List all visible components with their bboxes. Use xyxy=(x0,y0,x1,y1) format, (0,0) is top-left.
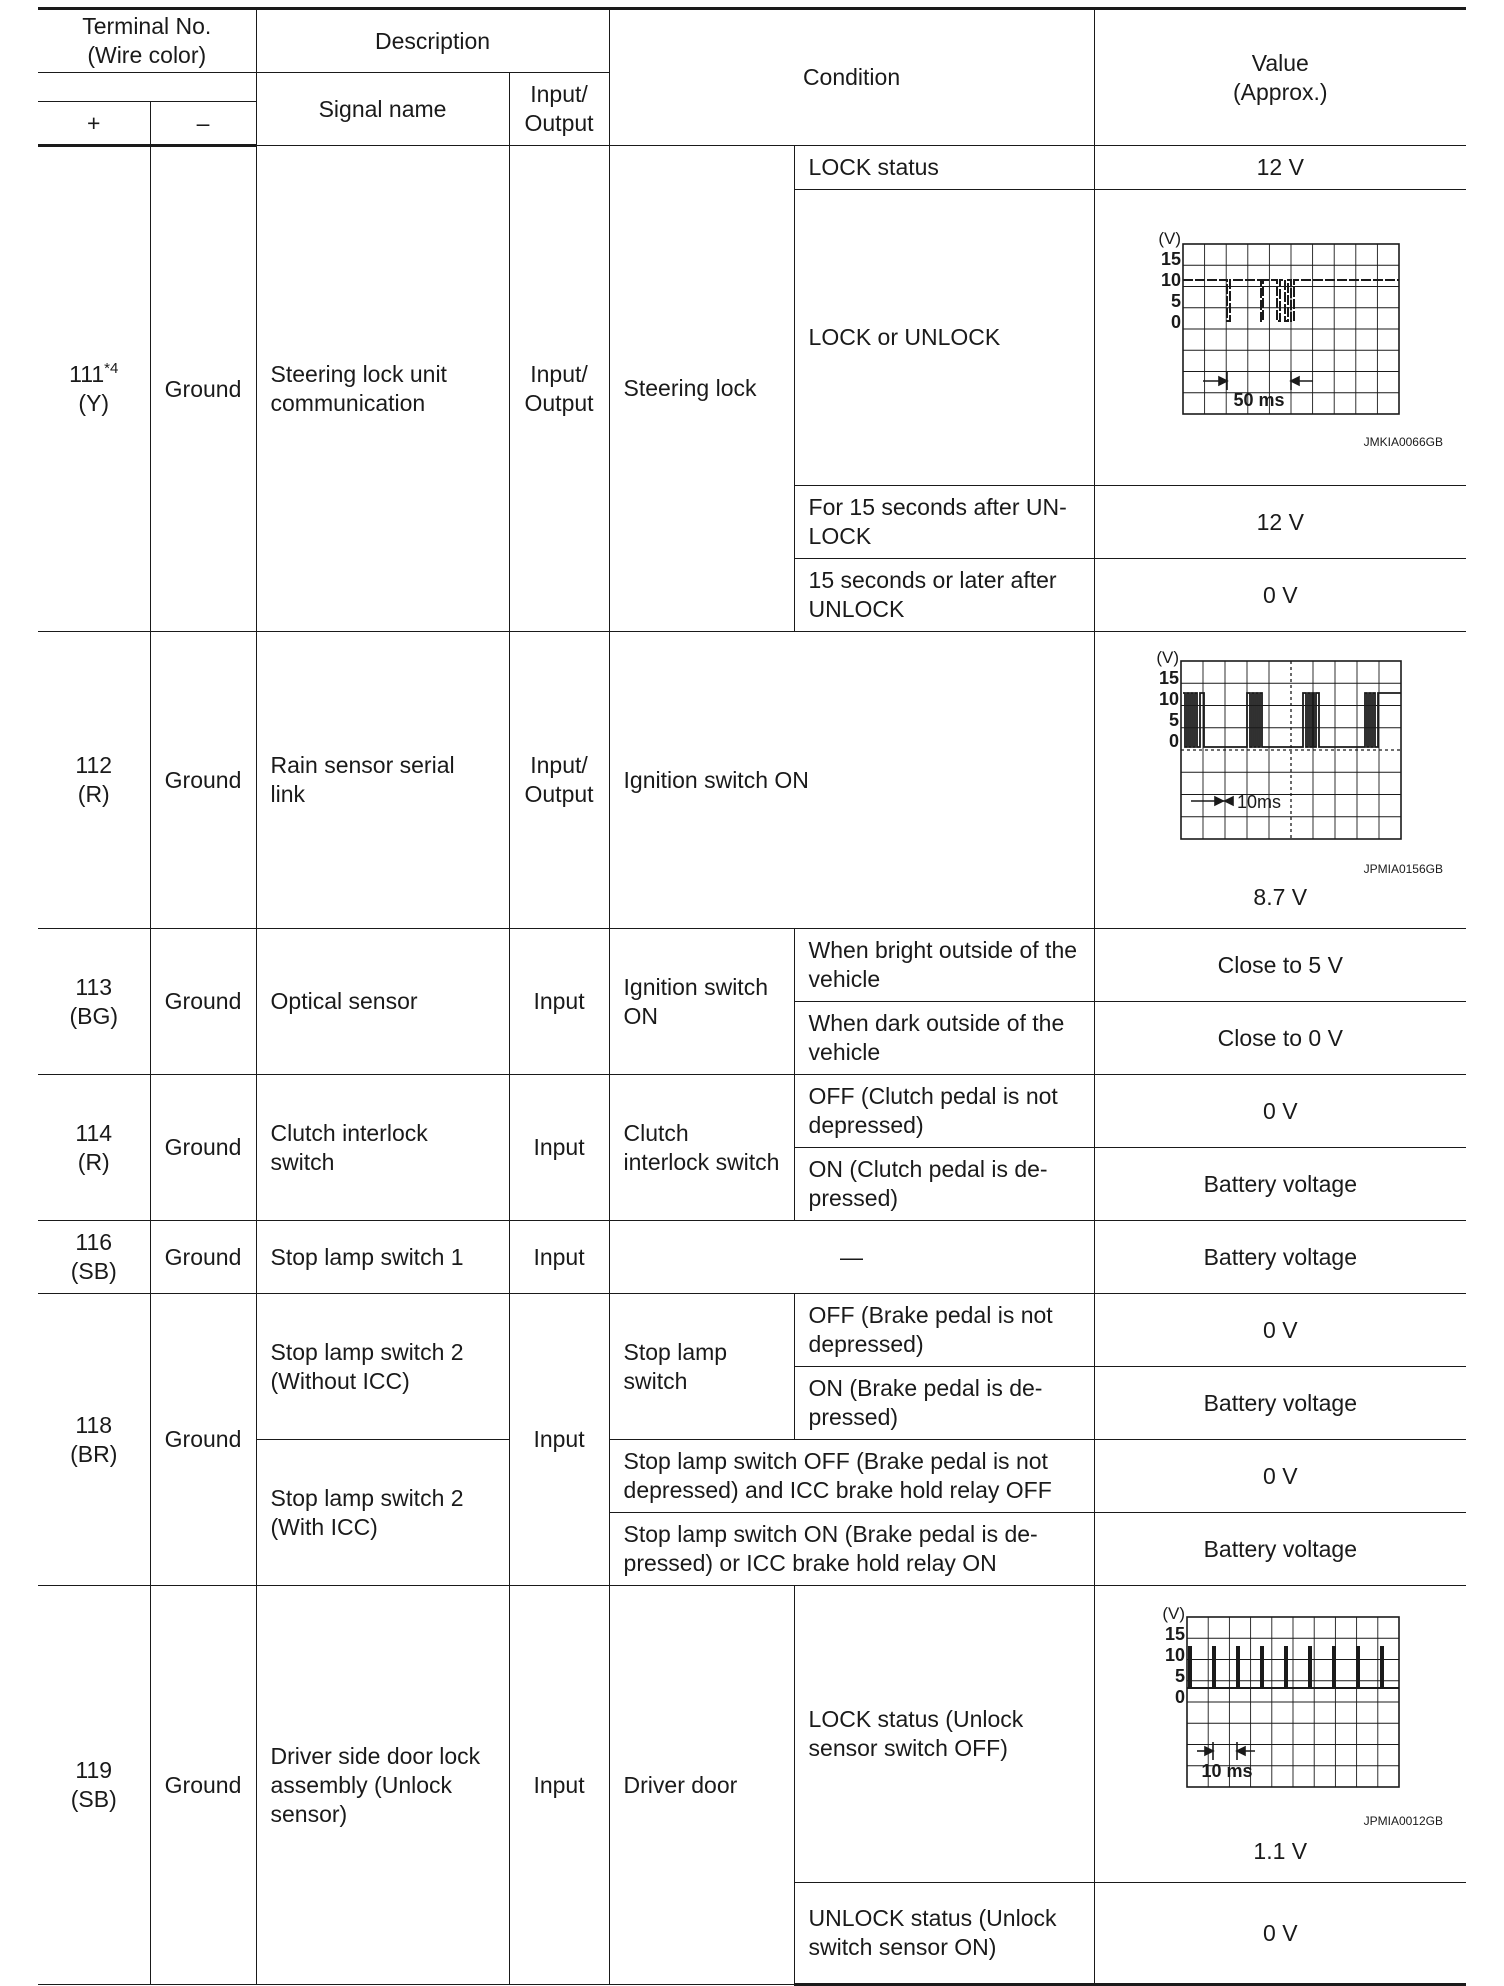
timebase-label: 10 ms xyxy=(1201,1760,1253,1781)
signal-name: Stop lamp switch 2 (Without ICC) xyxy=(256,1294,509,1440)
image-id-label: JPMIA0156GB xyxy=(1363,861,1444,876)
image-id-label: JMKIA0066GB xyxy=(1363,434,1444,449)
waveform-unlock-sensor xyxy=(1107,1605,1453,1835)
tick-label: 15 xyxy=(1159,667,1180,688)
axis-unit-label: (V) xyxy=(1158,228,1182,248)
terminal-number: 111 xyxy=(69,361,105,387)
timebase-label: 10ms xyxy=(1237,791,1282,812)
signal-name: Stop lamp switch 1 xyxy=(256,1221,509,1294)
axis-unit-label: (V) xyxy=(1162,1604,1186,1623)
condition: Stop lamp switch ON (Brake pedal is de-pressed) or ICC brake hold relay ON xyxy=(609,1513,1094,1586)
header-description: Description xyxy=(256,9,609,73)
signal-name: Rain sensor serial link xyxy=(256,632,509,929)
sub-condition: LOCK status (Unlock sensor switch OFF) xyxy=(794,1586,1094,1883)
timebase-arrows xyxy=(1191,797,1233,805)
sub-condition: OFF (Brake pedal is not depressed) xyxy=(794,1294,1094,1367)
waveform-rain-sensor xyxy=(1107,651,1453,881)
waveform-lock-unlock xyxy=(1107,214,1453,464)
tick-label: 10 xyxy=(1165,1644,1186,1665)
terminal-116 xyxy=(38,1221,150,1294)
header-terminal-no xyxy=(38,9,256,73)
sub-condition: LOCK or UNLOCK xyxy=(794,190,1094,486)
wire-color: (BR) xyxy=(70,1440,118,1467)
condition: Stop lamp switch OFF (Brake pedal is not depressed) and ICC brake hold relay OFF xyxy=(609,1440,1094,1513)
terminal-spec-table xyxy=(38,7,1466,1986)
ground: Ground xyxy=(150,146,256,632)
signal-name: Steering lock unit communication xyxy=(256,146,509,632)
tick-label: 15 xyxy=(1165,1623,1186,1644)
header-condition: Condition xyxy=(609,9,1094,146)
wire-color: (R) xyxy=(77,781,110,807)
axis-unit-label: (V) xyxy=(1156,650,1180,667)
terminal-111 xyxy=(38,146,150,632)
condition: Ignition switch ON xyxy=(609,632,1094,929)
ground: Ground xyxy=(150,1586,256,1985)
value: Close to 5 V xyxy=(1094,929,1466,1002)
tick-label: 5 xyxy=(1175,1665,1186,1686)
input-output: Input/ Output xyxy=(509,632,609,929)
tick-label: 5 xyxy=(1169,709,1180,730)
ground: Ground xyxy=(150,1075,256,1221)
sub-condition: 15 seconds or later after UNLOCK xyxy=(794,559,1094,632)
footnote-marker: *4 xyxy=(104,360,119,377)
sub-condition: LOCK status xyxy=(794,146,1094,190)
sub-condition: For 15 seconds after UN-LOCK xyxy=(794,486,1094,559)
timebase-label: 50 ms xyxy=(1233,389,1285,410)
tick-label: 0 xyxy=(1175,1686,1186,1707)
condition: Driver door xyxy=(609,1586,794,1985)
input-output: Input xyxy=(509,1586,609,1985)
sub-condition: UNLOCK status (Unlock switch sensor ON) xyxy=(794,1883,1094,1985)
ground: Ground xyxy=(150,632,256,929)
header-terminal-no-label: Terminal No. xyxy=(82,13,212,39)
terminal-number: 112 xyxy=(75,752,113,778)
header-plus: + xyxy=(38,102,150,146)
header-wire-color-label: (Wire color) xyxy=(87,42,207,68)
tick-label: 15 xyxy=(1161,248,1182,269)
value: 0 V xyxy=(1094,1075,1466,1148)
signal-name: Clutch interlock switch xyxy=(256,1075,509,1221)
condition: Clutch interlock switch xyxy=(609,1075,794,1221)
signal-name: Optical sensor xyxy=(256,929,509,1075)
tick-label: 10 xyxy=(1159,688,1180,709)
value: 0 V xyxy=(1094,1440,1466,1513)
value-waveform-cell xyxy=(1094,190,1466,486)
terminal-number: 119 xyxy=(75,1757,113,1783)
signal-name: Stop lamp switch 2 (With ICC) xyxy=(256,1440,509,1586)
condition: Ignition switch ON xyxy=(609,929,794,1075)
value: 0 V xyxy=(1094,559,1466,632)
terminal-number: 113 xyxy=(75,973,113,1000)
wire-color: (R) xyxy=(77,1148,110,1175)
terminal-number: 114 xyxy=(75,1119,113,1146)
header-value-label: Value xyxy=(1251,49,1309,76)
terminal-number: 116 xyxy=(75,1229,113,1255)
wire-color: (BG) xyxy=(69,1002,119,1029)
condition: Stop lamp switch xyxy=(609,1294,794,1440)
sub-condition: ON (Clutch pedal is de-pressed) xyxy=(794,1148,1094,1221)
waveform-trace xyxy=(1183,693,1401,747)
header-minus: – xyxy=(150,102,256,146)
signal-name: Driver side door lock assembly (Unlock sensor) xyxy=(256,1586,509,1985)
value: 8.7 V xyxy=(1253,883,1308,910)
wire-color: (SB) xyxy=(70,1786,117,1812)
input-output: Input xyxy=(509,1075,609,1221)
terminal-112 xyxy=(38,632,150,929)
value: Battery voltage xyxy=(1094,1221,1466,1294)
value: Battery voltage xyxy=(1094,1148,1466,1221)
input-output: Input xyxy=(509,1221,609,1294)
condition: — xyxy=(609,1221,1094,1294)
value: 0 V xyxy=(1094,1294,1466,1367)
wire-color: (Y) xyxy=(78,390,110,416)
sub-condition: OFF (Clutch pedal is not depressed) xyxy=(794,1075,1094,1148)
terminal-113 xyxy=(38,929,150,1075)
terminal-119 xyxy=(38,1586,150,1985)
tick-label: 10 xyxy=(1161,269,1182,290)
ground: Ground xyxy=(150,1221,256,1294)
tick-label: 0 xyxy=(1169,730,1180,751)
terminal-number: 118 xyxy=(75,1411,113,1438)
input-output: Input xyxy=(509,1294,609,1586)
header-value xyxy=(1094,9,1466,146)
value: 12 V xyxy=(1094,486,1466,559)
header-terminal-spacer xyxy=(38,73,256,102)
input-output: Input/ Output xyxy=(509,146,609,632)
header-input-output: Input/ Output xyxy=(509,73,609,146)
ground: Ground xyxy=(150,1294,256,1586)
value: Close to 0 V xyxy=(1094,1002,1466,1075)
waveform-grid xyxy=(1181,661,1401,839)
condition: Steering lock xyxy=(609,146,794,632)
image-id-label: JPMIA0012GB xyxy=(1363,1813,1444,1828)
tick-label: 0 xyxy=(1171,311,1182,332)
sub-condition: When bright outside of the vehicle xyxy=(794,929,1094,1002)
value: 0 V xyxy=(1094,1883,1466,1985)
value-waveform-cell xyxy=(1094,1586,1466,1883)
ground: Ground xyxy=(150,929,256,1075)
value: Battery voltage xyxy=(1094,1513,1466,1586)
timebase-arrows xyxy=(1203,372,1313,390)
value-waveform-cell xyxy=(1094,632,1466,929)
terminal-118 xyxy=(38,1294,150,1586)
value: 1.1 V xyxy=(1253,1837,1308,1864)
wire-color: (SB) xyxy=(70,1258,117,1284)
header-approx-label: (Approx.) xyxy=(1232,78,1328,105)
sub-condition: ON (Brake pedal is de-pressed) xyxy=(794,1367,1094,1440)
header-signal-name: Signal name xyxy=(256,73,509,146)
tick-label: 5 xyxy=(1171,290,1182,311)
input-output: Input xyxy=(509,929,609,1075)
terminal-114 xyxy=(38,1075,150,1221)
value: 12 V xyxy=(1094,146,1466,190)
value: Battery voltage xyxy=(1094,1367,1466,1440)
sub-condition: When dark outside of the vehicle xyxy=(794,1002,1094,1075)
